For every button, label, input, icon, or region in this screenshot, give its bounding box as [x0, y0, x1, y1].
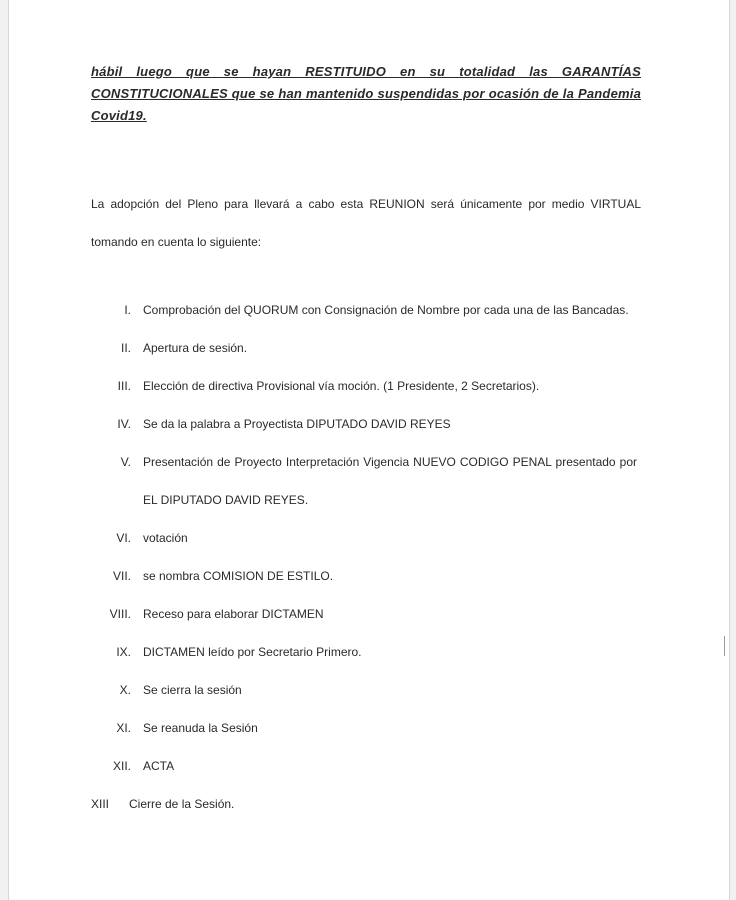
agenda-item-number: II.	[120, 341, 131, 355]
agenda-item	[91, 633, 651, 671]
agenda-item-number: XII.	[112, 759, 131, 773]
agenda-item-number: V.	[120, 455, 131, 469]
agenda-item	[91, 443, 651, 519]
agenda-item-text: Presentación de Proyecto Interpretación Vigencia NUEVO CODIGO PENAL presentado por EL DIPUTADO DAVID REYES.	[143, 455, 637, 507]
agenda-item	[91, 557, 651, 595]
agenda-item	[91, 329, 651, 367]
agenda-item-number: VIII.	[109, 607, 131, 621]
agenda-item	[91, 291, 651, 329]
agenda-item-number: XIII	[91, 797, 110, 811]
agenda-item	[91, 595, 651, 633]
document-page	[8, 0, 730, 900]
agenda-item-number: X.	[119, 683, 131, 697]
agenda-item-number: IX.	[116, 645, 131, 659]
agenda-item	[91, 367, 651, 405]
agenda-item-text: Se reanuda la Sesión	[143, 721, 258, 735]
agenda-item	[91, 519, 651, 557]
agenda-item-text: Receso para elaborar DICTAMEN	[143, 607, 324, 621]
agenda-item-text: Elección de directiva Provisional vía moción. (1 Presidente, 2 Secretarios).	[143, 379, 540, 393]
agenda-item-number: IV.	[117, 417, 131, 431]
agenda-item	[91, 785, 651, 823]
agenda-item	[91, 747, 651, 785]
agenda-item-text: Se da la palabra a Proyectista DIPUTADO DAVID REYES	[143, 417, 451, 431]
agenda-item-number: III.	[117, 379, 131, 393]
page-edge-marker	[724, 636, 729, 656]
agenda-list	[91, 291, 651, 823]
agenda-item	[91, 671, 651, 709]
agenda-item-text: DICTAMEN leído por Secretario Primero.	[143, 645, 362, 659]
agenda-intro-paragraph: La adopción del Pleno para llevará a cabo esta REUNION será únicamente por medio VIRTUAL tomando en cuenta lo siguiente:	[91, 197, 641, 249]
agenda-item-number: I.	[124, 303, 131, 317]
agenda-item-text: Cierre de la Sesión.	[129, 797, 235, 811]
agenda-item-text: Apertura de sesión.	[143, 341, 248, 355]
agenda-item-number: XI.	[116, 721, 131, 735]
agenda-item-text: votación	[143, 531, 188, 545]
intro-paragraph: hábil luego que se hayan RESTITUIDO en su totalidad las GARANTÍAS CONSTITUCIONALES que se han mantenido suspendidas por ocasión de la Pandemia Covid19.	[91, 64, 641, 123]
agenda-item-number: VII.	[112, 569, 131, 583]
agenda-item	[91, 709, 651, 747]
agenda-item-text: se nombra COMISION DE ESTILO.	[143, 569, 334, 583]
agenda-item-text: ACTA	[143, 759, 175, 773]
agenda-item-text: Se cierra la sesión	[143, 683, 242, 697]
agenda-item-number: VI.	[116, 531, 131, 545]
agenda-item-text: Comprobación del QUORUM con Consignación de Nombre por cada una de las Bancadas.	[143, 303, 629, 317]
agenda-item	[91, 405, 651, 443]
